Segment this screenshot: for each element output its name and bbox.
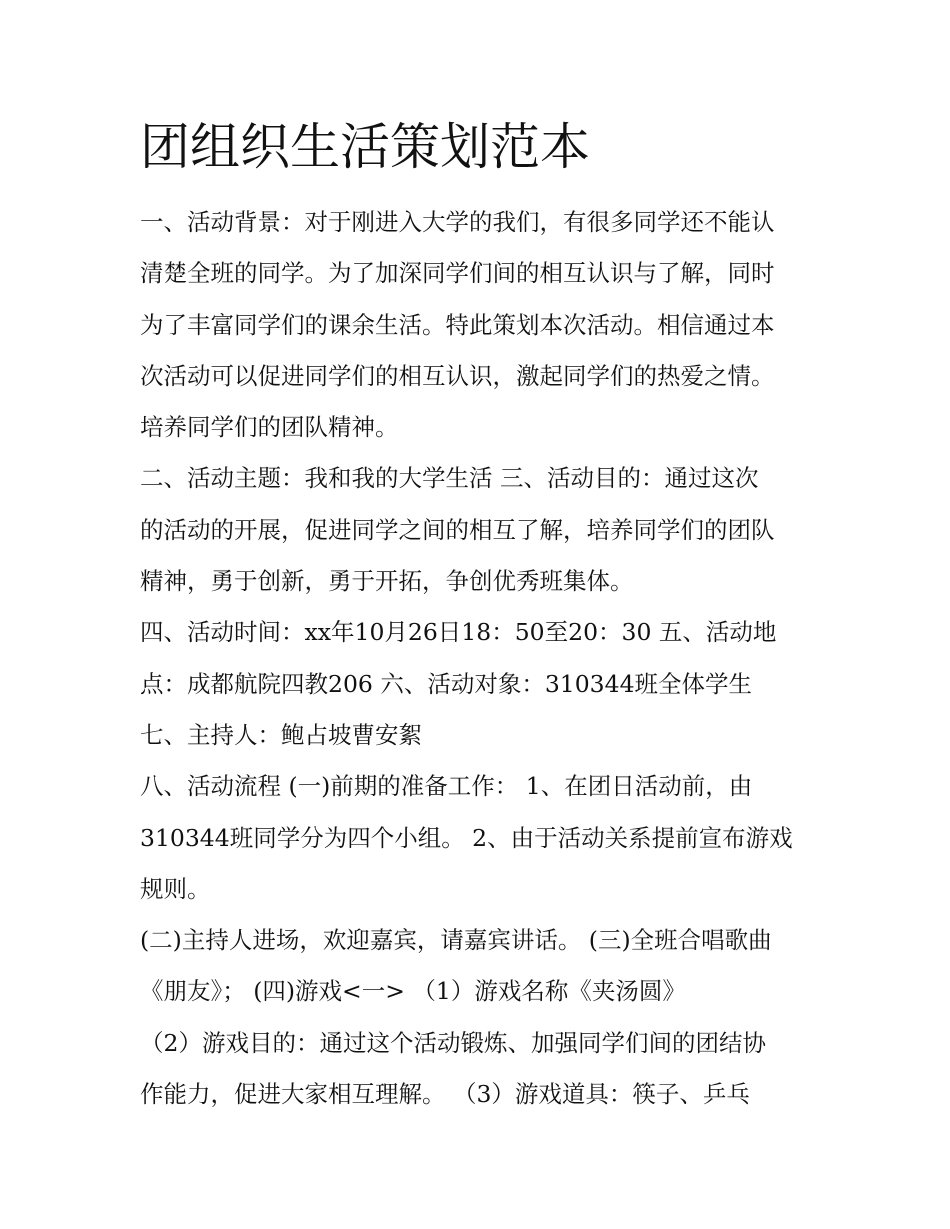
body-line: 规则。 xyxy=(140,874,211,903)
body-line: (二)主持人进场，欢迎嘉宾，请嘉宾讲话。 (三)全班合唱歌曲 xyxy=(140,926,772,955)
body-line: 二、活动主题：我和我的大学生活 三、活动目的：通过这次 xyxy=(140,464,759,493)
body-line: 为了丰富同学们的课余生活。特此策划本次活动。相信通过本 xyxy=(140,310,775,339)
body-line: 次活动可以促进同学们的相互认识，激起同学们的热爱之情。 xyxy=(140,361,775,390)
body-line: 一、活动背景：对于刚进入大学的我们，有很多同学还不能认 xyxy=(140,208,775,236)
document-title: 团组织生活策划范本 xyxy=(140,118,590,176)
body-line: （2）游戏目的：通过这个活动锻炼、加强同学们间的团结协 xyxy=(140,1028,766,1057)
body-line: 七、主持人：鲍占坡曹安絮 xyxy=(140,720,422,749)
body-line: 的活动的开展，促进同学之间的相互了解，培养同学们的团队 xyxy=(140,515,775,544)
body-line: 作能力，促进大家相互理解。 （3）游戏道具：筷子、乒乓 xyxy=(140,1080,750,1109)
body-line: 八、活动流程 (一)前期的准备工作： 1、在团日活动前，由 xyxy=(140,772,753,801)
body-line: 培养同学们的团队精神。 xyxy=(140,413,399,442)
body-line: 《朋友》； (四)游戏<一> （1）游戏名称《夹汤圆》 xyxy=(140,977,686,1006)
document-body xyxy=(140,197,820,1120)
body-line: 清楚全班的同学。为了加深同学们间的相互认识与了解，同时 xyxy=(140,259,775,288)
body-line: 点：成都航院四教206 六、活动对象：310344班全体学生 xyxy=(140,669,753,698)
body-line: 精神，勇于创新，勇于开拓，争创优秀班集体。 xyxy=(140,567,634,596)
body-line: 310344班同学分为四个小组。 2、由于活动关系提前宣布游戏 xyxy=(140,823,793,852)
body-line: 四、活动时间：xx年10月26日18：50至20：30 五、活动地 xyxy=(140,618,777,647)
